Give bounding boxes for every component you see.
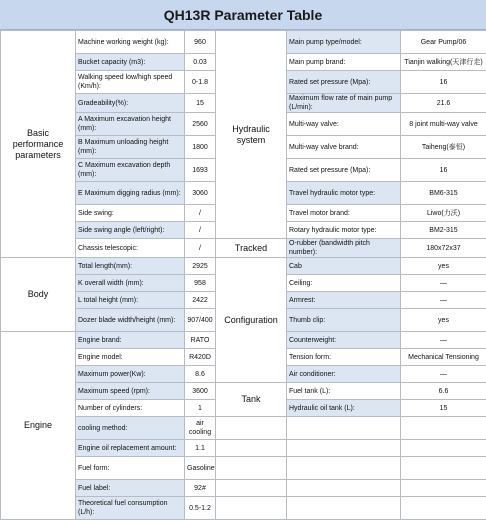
param-value: — (401, 332, 486, 349)
empty-cell (287, 457, 401, 480)
param-label: Cab (287, 258, 401, 275)
param-label: Counterweight: (287, 332, 401, 349)
empty-cell (216, 417, 287, 440)
empty-cell (401, 457, 486, 480)
param-label: Armrest: (287, 292, 401, 309)
param-value: 8 joint multi-way valve (401, 113, 486, 136)
param-value: 2560 (185, 113, 216, 136)
param-label: Hydraulic oil tank (L): (287, 400, 401, 417)
section-engine: Engine (1, 332, 76, 520)
section-configuration: Configuration (216, 258, 287, 383)
param-value: 2422 (185, 292, 216, 309)
param-label: Engine brand: (76, 332, 185, 349)
param-label: L total height (mm): (76, 292, 185, 309)
section-hydraulic: Hydraulic system (216, 31, 287, 239)
param-label: O-rubber (bandwidth pitch number): (287, 239, 401, 258)
param-value: 958 (185, 275, 216, 292)
param-value: / (185, 205, 216, 222)
param-value: 960 (185, 31, 216, 54)
param-label: A Maximum excavation height (mm): (76, 113, 185, 136)
param-value: 1800 (185, 136, 216, 159)
param-value: Tianjin walking(天津行走) (401, 54, 486, 71)
param-value: 3060 (185, 182, 216, 205)
param-value: 1693 (185, 159, 216, 182)
param-label: Dozer blade width/height (mm): (76, 309, 185, 332)
param-label: Side swing: (76, 205, 185, 222)
param-value: BM6-315 (401, 182, 486, 205)
param-value: / (185, 239, 216, 258)
param-label: Rotary hydraulic motor type: (287, 222, 401, 239)
param-value: 15 (401, 400, 486, 417)
param-value: 3600 (185, 383, 216, 400)
section-basic: Basic performance parameters (1, 31, 76, 258)
parameter-table (0, 30, 486, 520)
param-value: — (401, 366, 486, 383)
param-label: C Maximum excavation depth (mm): (76, 159, 185, 182)
param-value: yes (401, 309, 486, 332)
table-row (1, 258, 486, 275)
param-label: Tension form: (287, 349, 401, 366)
param-value: 1 (185, 400, 216, 417)
param-value: 1.1 (185, 440, 216, 457)
param-value: Gear Pump/06 (401, 31, 486, 54)
param-label: Fuel form: (76, 457, 185, 480)
param-label: Chassis telescopic: (76, 239, 185, 258)
param-label: K overall width (mm): (76, 275, 185, 292)
param-label: Number of cylinders: (76, 400, 185, 417)
param-value: yes (401, 258, 486, 275)
param-value: / (185, 222, 216, 239)
param-label: Multi-way valve brand: (287, 136, 401, 159)
param-label: Ceiling: (287, 275, 401, 292)
param-label: Theoretical fuel consumption (L/h): (76, 497, 185, 520)
param-label: E Maximum digging radius (mm): (76, 182, 185, 205)
param-value: air cooling (185, 417, 216, 440)
param-value: 180x72x37 (401, 239, 486, 258)
param-value: Liwo(力沃) (401, 205, 486, 222)
param-label: Engine model: (76, 349, 185, 366)
param-label: Rated set pressure (Mpa): (287, 159, 401, 182)
param-value: 15 (185, 94, 216, 113)
param-label: Bucket capacity (m3): (76, 54, 185, 71)
empty-cell (287, 440, 401, 457)
param-label: Maximum flow rate of main pump (L/min): (287, 94, 401, 113)
section-tracked: Tracked (216, 239, 287, 258)
table-row (1, 31, 486, 54)
param-value: Taiheng(泰恒) (401, 136, 486, 159)
param-label: Total length(mm): (76, 258, 185, 275)
table-title: QH13R Parameter Table (0, 0, 486, 30)
param-value: RATO (185, 332, 216, 349)
param-value: 0.03 (185, 54, 216, 71)
param-value: 0.5-1.2 (185, 497, 216, 520)
param-value: — (401, 292, 486, 309)
param-label: B Maximum unloading height (mm): (76, 136, 185, 159)
param-label: Maximum power(Kw): (76, 366, 185, 383)
param-value: Mechanical Tensioning (401, 349, 486, 366)
param-label: Machine working weight (kg): (76, 31, 185, 54)
param-value: 8.6 (185, 366, 216, 383)
param-value: BM2-315 (401, 222, 486, 239)
param-value: 92# (185, 480, 216, 497)
empty-cell (216, 457, 287, 480)
param-value: 21.6 (401, 94, 486, 113)
parameter-table-body (1, 31, 486, 520)
param-label: Fuel tank (L): (287, 383, 401, 400)
param-value: Gasoline (185, 457, 216, 480)
param-label: Main pump brand: (287, 54, 401, 71)
param-label: Gradeability(%): (76, 94, 185, 113)
param-label: Fuel label: (76, 480, 185, 497)
empty-cell (401, 480, 486, 497)
param-label: Maximum speed (rpm): (76, 383, 185, 400)
param-label: cooling method: (76, 417, 185, 440)
param-value: 2925 (185, 258, 216, 275)
param-label: Travel motor brand: (287, 205, 401, 222)
section-tank: Tank (216, 383, 287, 417)
param-value: 907/400 (185, 309, 216, 332)
empty-cell (401, 440, 486, 457)
param-label: Main pump type/model: (287, 31, 401, 54)
param-value: 16 (401, 159, 486, 182)
param-label: Rated set pressure (Mpa): (287, 71, 401, 94)
section-body: Body (1, 258, 76, 332)
param-value: 6.6 (401, 383, 486, 400)
empty-cell (401, 417, 486, 440)
empty-cell (287, 480, 401, 497)
param-value: — (401, 275, 486, 292)
empty-cell (287, 417, 401, 440)
param-label: Walking speed low/high speed (Km/h): (76, 71, 185, 94)
param-label: Thumb clip: (287, 309, 401, 332)
param-label: Engine oil replacement amount: (76, 440, 185, 457)
param-value: 0-1.8 (185, 71, 216, 94)
param-label: Side swing angle (left/right): (76, 222, 185, 239)
param-label: Multi-way valve: (287, 113, 401, 136)
param-value: 16 (401, 71, 486, 94)
empty-cell (216, 440, 287, 457)
empty-cell (216, 480, 287, 497)
param-label: Travel hydraulic motor type: (287, 182, 401, 205)
param-label: Air conditioner: (287, 366, 401, 383)
param-value: R420D (185, 349, 216, 366)
